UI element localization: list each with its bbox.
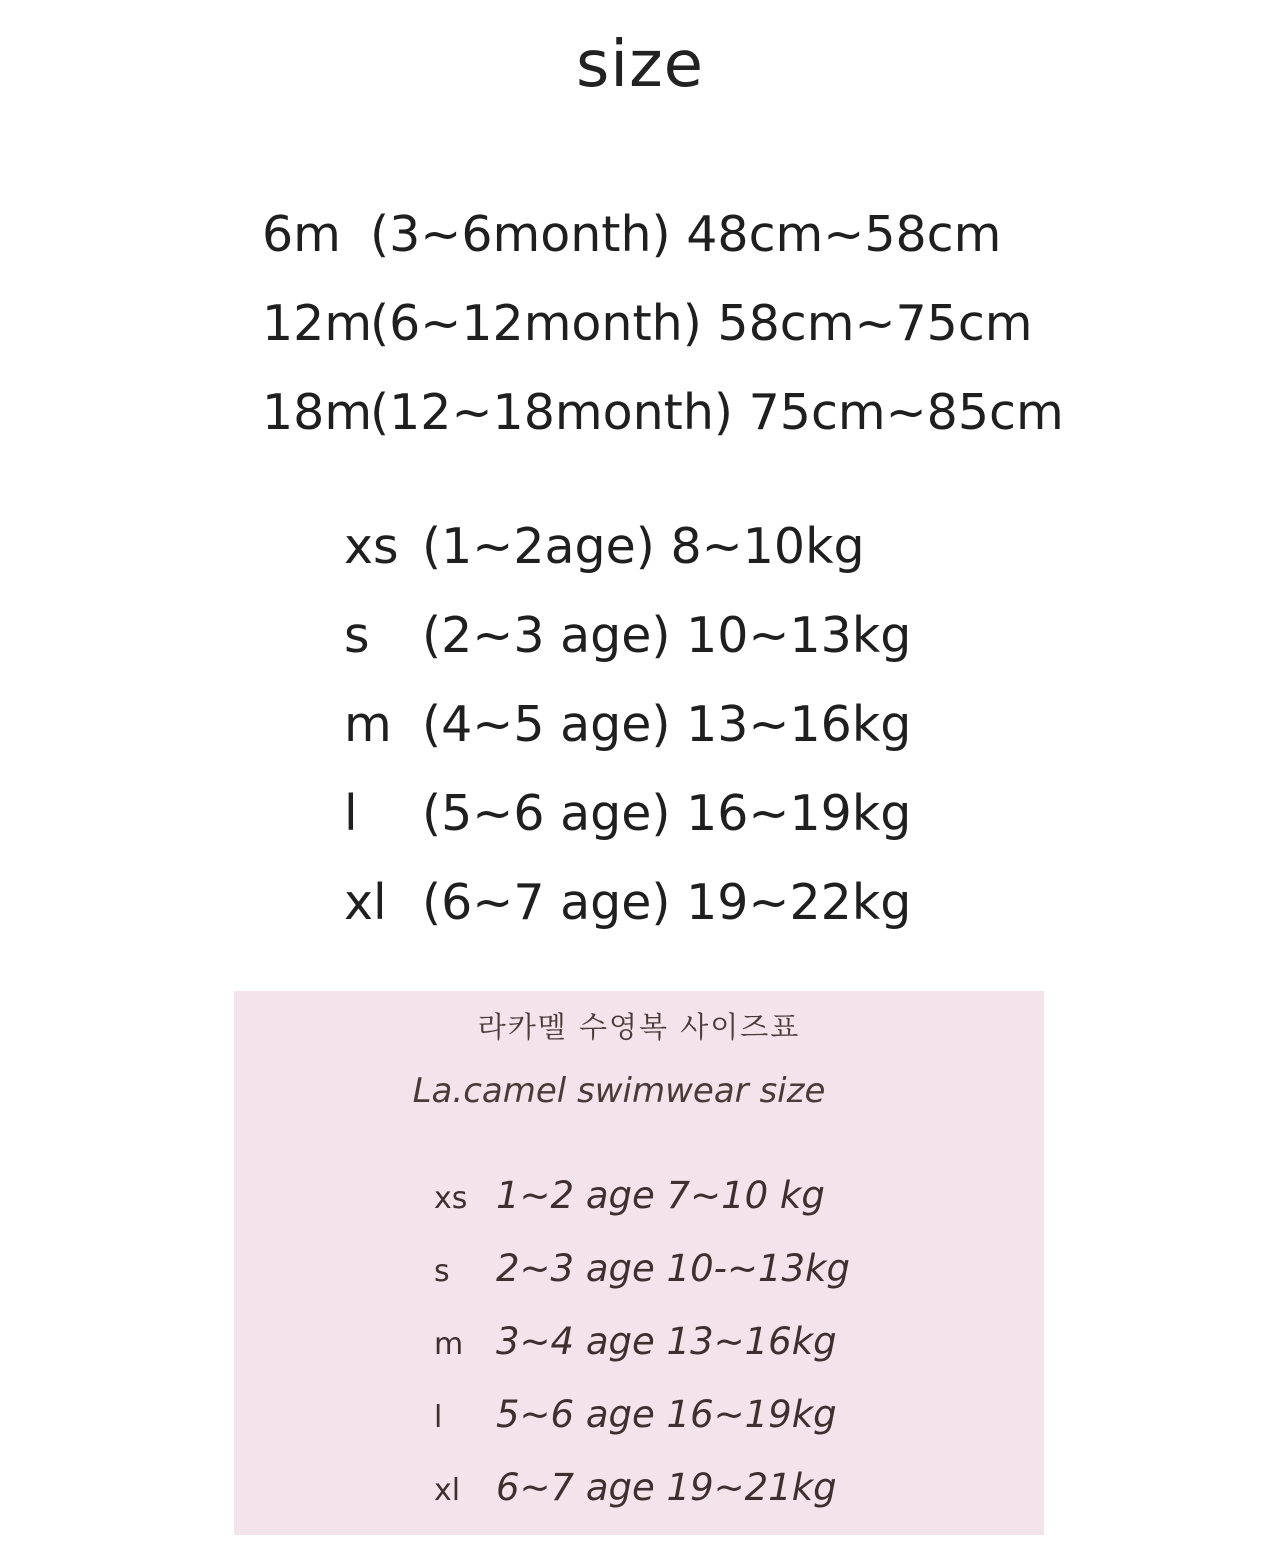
list-item <box>434 1317 850 1390</box>
swimwear-size-list <box>434 1171 850 1536</box>
panel-title-korean: 라카멜 수영복 사이즈표 <box>477 1010 801 1044</box>
size-label: m <box>434 1327 464 1362</box>
size-range: (2~3 age) 10~13kg <box>422 607 912 664</box>
list-item <box>262 200 1064 289</box>
size-label: s <box>344 607 370 664</box>
size-label: xl <box>434 1473 461 1508</box>
list-item <box>434 1390 850 1463</box>
size-label: s <box>434 1254 450 1289</box>
baby-size-list <box>262 200 1064 467</box>
size-label: 6m <box>262 206 341 263</box>
swimwear-size-panel <box>234 991 1044 1535</box>
size-range: (6~7 age) 19~22kg <box>422 874 912 931</box>
size-label: xs <box>344 518 399 575</box>
size-label: 18m <box>262 384 373 441</box>
list-item <box>344 868 911 957</box>
size-range: (4~5 age) 13~16kg <box>422 696 912 753</box>
size-label: xs <box>434 1181 468 1216</box>
size-range: (6~12month) 58cm~75cm <box>370 295 1033 352</box>
size-range: 2~3 age 10-~13kg <box>496 1247 850 1290</box>
list-item <box>262 289 1064 378</box>
size-label: xl <box>344 874 387 931</box>
size-range: (5~6 age) 16~19kg <box>422 785 912 842</box>
list-item <box>262 378 1064 467</box>
list-item <box>344 512 911 601</box>
size-label: m <box>344 696 392 753</box>
size-range: (12~18month) 75cm~85cm <box>370 384 1064 441</box>
list-item <box>344 690 911 779</box>
list-item <box>434 1463 850 1536</box>
size-label: 12m <box>262 295 373 352</box>
list-item <box>344 601 911 690</box>
page-title: size <box>575 28 705 102</box>
size-range: (1~2age) 8~10kg <box>422 518 865 575</box>
size-range: 3~4 age 13~16kg <box>496 1320 837 1363</box>
size-label: l <box>434 1400 443 1435</box>
list-item <box>434 1171 850 1244</box>
size-label: l <box>344 785 358 842</box>
list-item <box>344 779 911 868</box>
list-item <box>434 1244 850 1317</box>
size-range: 6~7 age 19~21kg <box>496 1466 837 1509</box>
panel-title-english: La.camel swimwear size <box>412 1071 826 1111</box>
kid-size-list <box>344 512 911 957</box>
size-range: 1~2 age 7~10 kg <box>496 1174 825 1217</box>
size-range: (3~6month) 48cm~58cm <box>370 206 1002 263</box>
size-range: 5~6 age 16~19kg <box>496 1393 837 1436</box>
